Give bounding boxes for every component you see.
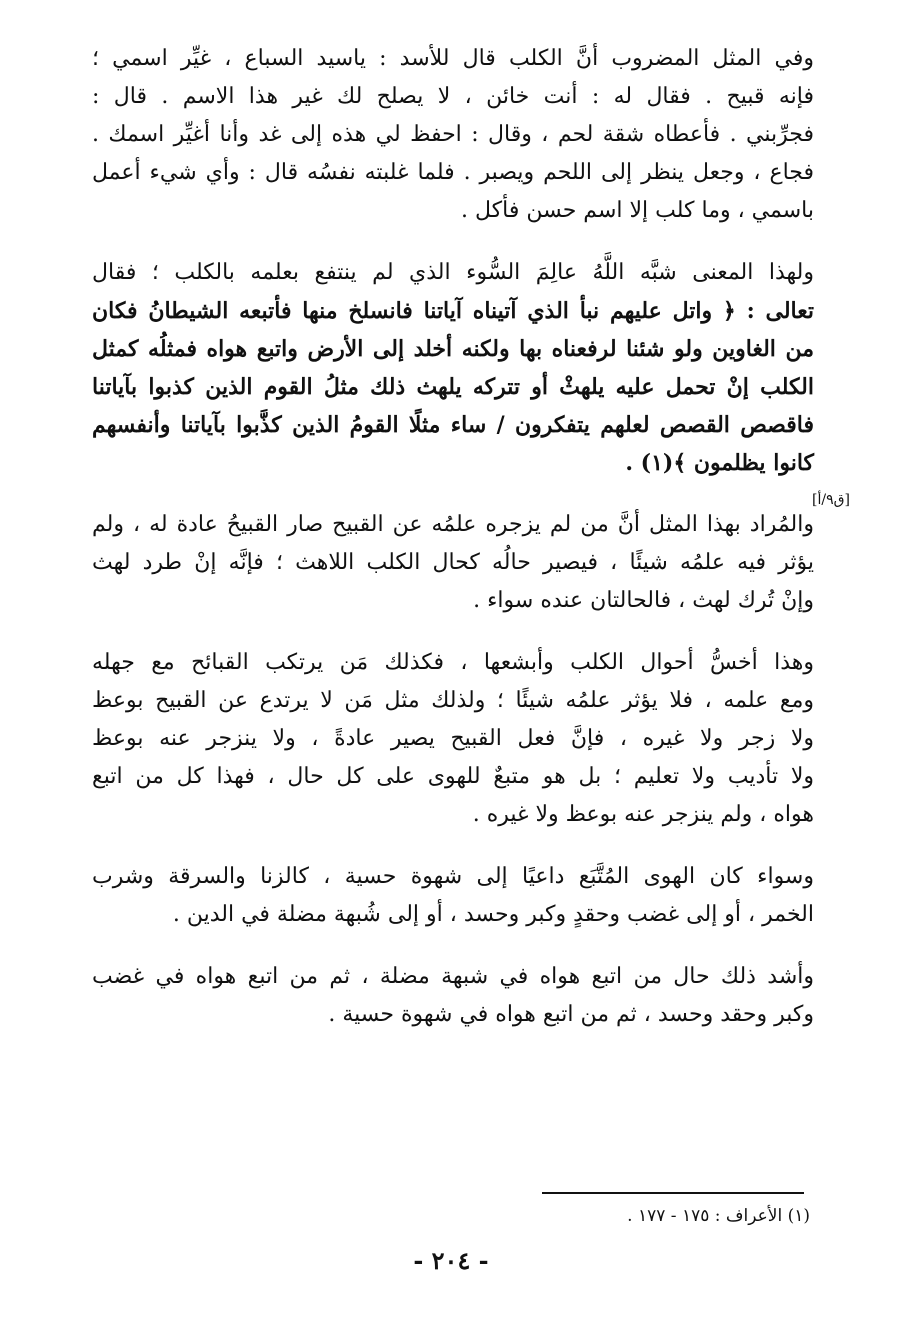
text-line: يؤثر فيه علمُه شيئًا ، فيصير حالُه كحال الكلب اللاهث ؛ فإنَّه إنْ طرد لهث: [92, 550, 814, 575]
page-body: [92, 40, 814, 1058]
paragraph-desire-types: [92, 858, 814, 934]
text-line: وإنْ تُرك لهث ، فالحالتان عنده سواء .: [473, 588, 814, 613]
verse-line: تعالى : ﴿ واتل عليهم نبأ الذي آتيناه آياتنا فانسلخ منها فأتبعه الشيطانُ فكان: [92, 298, 814, 324]
page-number: - ٢٠٤ -: [413, 1246, 489, 1275]
text-line: ومع علمه ، فلا يؤثر علمُه شيئًا ؛ ولذلك مثل مَن لا يرتدع عن القبيح بوعظ: [92, 688, 814, 713]
text-line: والمُراد بهذا المثل أنَّ من لم يزجره علمُه عن القبيح صار القبيحُ عادة له ، ولم: [92, 512, 814, 537]
text-line: هواه ، ولم ينزجر عنه بوعظ ولا غيره .: [472, 802, 814, 827]
text-line: وأشد ذلك حال من اتبع هواه في شبهة مضلة ، ثم من اتبع هواه في غضب: [92, 964, 814, 989]
text-line: الخمر ، أو إلى غضب وحقدٍ وكبر وحسد ، أو إلى شُبهة مضلة في الدين .: [172, 902, 814, 927]
verse-line: من الغاوين ولو شئنا لرفعناه بها ولكنه أخلد إلى الأرض واتبع هواه فمثلُه كمثل: [92, 336, 814, 362]
verse-line: فاقصص القصص لعلهم يتفكرون / ساء مثلًا القومُ الذين كذَّبوا بآياتنا وأنفسهم: [92, 412, 814, 438]
footnote: (١) الأعراف : ١٧٥ - ١٧٧ .: [627, 1206, 810, 1226]
manuscript-folio-note: [ق٩/أ]: [812, 492, 850, 508]
text-line: ولا تأديب ولا تعليم ؛ بل هو متبعٌ للهوى على كل حال ، فهذا كل من اتبع: [92, 764, 814, 789]
text-line: فجاع ، وجعل ينظر إلى اللحم ويصبر . فلما غلبته نفسُه قال : وأي شيء أعمل: [92, 160, 814, 185]
text-line: باسمي ، وما كلب إلا اسم حسن فأكل .: [461, 198, 814, 223]
text-line: وسواء كان الهوى المُتَّبَع داعيًا إلى شهوة حسية ، كالزنا والسرقة وشرب: [92, 864, 814, 889]
text-line: ولا زجر ولا غيره ، فإنَّ فعل القبيح يصير عادةً ، ولا ينزجر عنه بوعظ: [92, 726, 814, 751]
paragraph-meaning: [92, 506, 814, 620]
text-line: فجرِّبني . فأعطاه شقة لحم ، وقال : احفظ لي هذه إلى غد وأنا أغيِّر اسمك .: [92, 122, 814, 147]
text-line: وهذا أخسُّ أحوال الكلب وأبشعها ، فكذلك مَن يرتكب القبائح مع جهله: [92, 650, 814, 675]
text-line: ولهذا المعنى شبَّه اللَّهُ عالِمَ السُّوء الذي لم ينتفع بعلمه بالكلب ؛ فقال: [92, 260, 814, 285]
text-line: فإنه قبيح . فقال له : أنت خائن ، لا يصلح لك غير هذا الاسم . قال :: [92, 84, 814, 109]
paragraph-dog-and-lion: [92, 40, 814, 230]
paragraph-quran-verse: [92, 254, 814, 482]
text-line: وفي المثل المضروب أنَّ الكلب قال للأسد : ياسيد السباع ، غيِّر اسمي ؛: [92, 46, 814, 71]
paragraph-worst-state: [92, 644, 814, 834]
footnote-divider: [542, 1192, 804, 1194]
text-line: وكبر وحقد وحسد ، ثم من اتبع هواه في شهوة حسية .: [328, 1002, 814, 1027]
paragraph-severity: [92, 958, 814, 1034]
verse-line: كانوا يظلمون ﴾(١) .: [625, 450, 814, 476]
verse-line: الكلب إنْ تحمل عليه يلهثْ أو تتركه يلهث ذلك مثلُ القوم الذين كذبوا بآياتنا: [92, 374, 815, 400]
